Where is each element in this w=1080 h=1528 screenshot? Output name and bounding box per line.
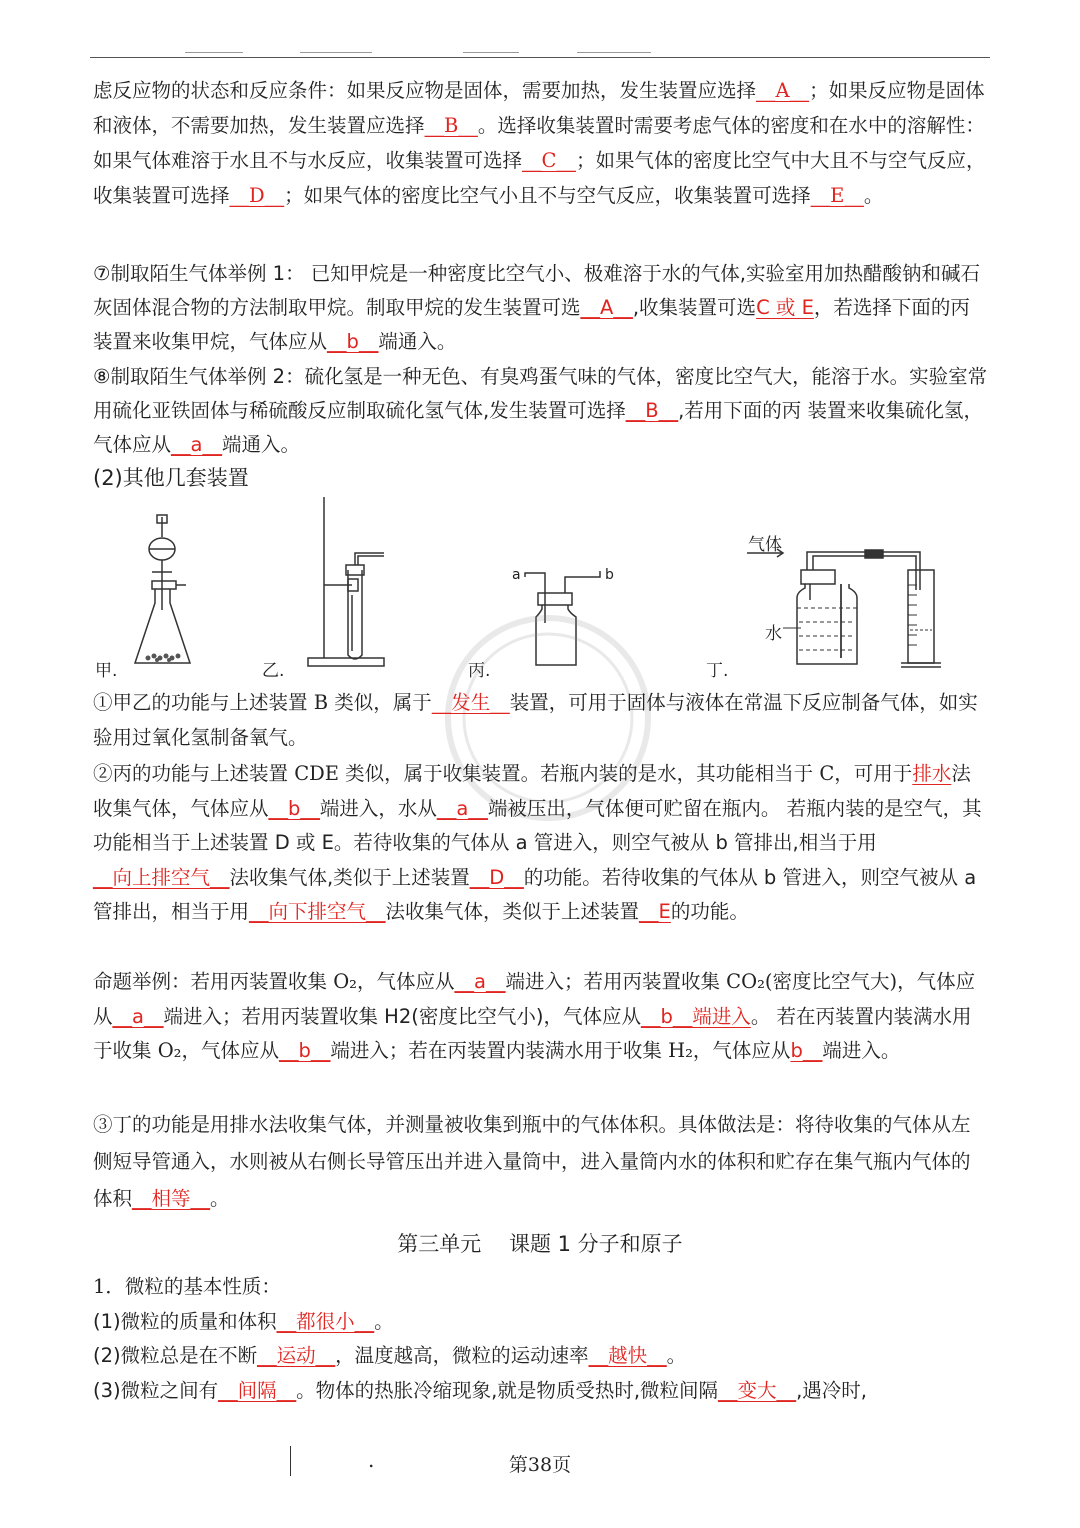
unit-title: 第三单元 课题 1 分子和原子 bbox=[397, 1232, 683, 1256]
water-label: 水 bbox=[765, 624, 782, 644]
flask-with-funnel-diagram bbox=[130, 515, 200, 670]
footer-dot: . bbox=[368, 1448, 375, 1472]
header-tick bbox=[463, 52, 519, 53]
paragraph-jia-yi-function: ①甲乙的功能与上述装置 B 类似，属于__发生__装置，可用于固体与液体在常温下反应制备气体，如实验用过氧化氢制备氧气。 bbox=[93, 691, 978, 749]
paragraph-bing-function: ②丙的功能与上述装置 CDE 类似，属于收集装置。若瓶内装的是水，其功能相当于 C，可用于排水法收集气体，气体应从__b__端进入，水从__a__端被压出，气体便可贮留在瓶内。 若瓶内装的是空气，其功能相当于上述装置 D 或 E。若待收集的气体从 a 管进入，则空气被从 b 管排出,相当于用__向上排空气__法收集气体,类似于上述装置__D__的功能。若待收集的气体从 b 管进入，则空气被从 a 管排出，相当于用__向下排空气__法收集气体，类似于上述装置__E的功能。 bbox=[93, 762, 982, 923]
paragraph-ding-function: ③丁的功能是用排水法收集气体，并测量被收集到瓶中的气体体积。具体做法是：将待收集的气体从左侧短导管通入，水则被从右侧长导管压出并进入量筒中，进入量筒内水的体积和贮存在集气瓶内气体的体积__相等__。 bbox=[93, 1113, 971, 1210]
section-particle-properties: 1．微粒的基本性质： (1)微粒的质量和体积__都很小__。 (2)微粒总是在不断__运动__，温度越高，微粒的运动速率__越快__。 (3)微粒之间有__间隔__。物体的热胀冷缩现象,就是物质受热时,微粒间隔__变大__,遇冷时, bbox=[93, 1275, 867, 1402]
page-number: 第38页 bbox=[508, 1454, 572, 1476]
header-tick bbox=[185, 52, 243, 53]
gas-label: 气体 bbox=[748, 535, 782, 555]
figure-label-jia: 甲. bbox=[95, 661, 118, 681]
paragraph-h2s-example: ⑧制取陌生气体举例 2：硫化氢是一种无色、有臭鸡蛋气味的气体，密度比空气大，能溶于水。实验室常用硫化亚铁固体与稀硫酸反应制取硫化氢气体,发生装置可选择__B__,若用下面的丙 装置来收集硫化氢，气体应从__a__端通入。 bbox=[93, 365, 988, 456]
tube-label-b: b bbox=[605, 567, 614, 583]
header-tick bbox=[577, 52, 651, 53]
tube-label-a: a bbox=[512, 567, 521, 583]
test-tube-on-stand-diagram bbox=[300, 495, 400, 670]
paragraph-device-selection: 虑反应物的状态和反应条件：如果反应物是固体，需要加热，发生装置应选择__A__；如果反应物是固体和液体，不需要加热，发生装置应选择__B__。选择收集装置时需要考虑气体的密度和在水中的溶解性：如果气体难溶于水且不与水反应，收集装置可选择__C__；如果气体的密度比空气中大且不与空气反应，收集装置可选择__D__；如果气体的密度比空气小且不与空气反应，收集装置可选择__E__。 bbox=[93, 79, 986, 207]
figure-label-bing: 丙. bbox=[468, 661, 491, 681]
header-rule bbox=[90, 57, 990, 58]
figure-label-ding: 丁. bbox=[706, 661, 729, 681]
paragraph-methane-example: ⑦制取陌生气体举例 1： 已知甲烷是一种密度比空气小、极难溶于水的气体,实验室用加热醋酸钠和碱石灰固体混合物的方法制取甲烷。制取甲烷的发生装置可选__A__,收集装置可选C 或 E，若选择下面的丙装置来收集甲烷，气体应从__b__端通入。 bbox=[93, 262, 980, 353]
paragraph-example-questions: 命题举例：若用丙装置收集 O₂，气体应从__a__端进入；若用丙装置收集 CO₂(密度比空气大)，气体应从__a__端进入；若用丙装置收集 H2(密度比空气小)，气体应从__b__端进入。 若在丙装置内装满水用于收集 O₂，气体应从__b__端进入；若在丙装置内装满水用于收集 H₂，气体应从b__端进入。 bbox=[93, 970, 976, 1062]
header-tick bbox=[300, 52, 372, 53]
figure-label-yi: 乙. bbox=[262, 661, 285, 681]
section-heading-other-devices: (2)其他几套装置 bbox=[93, 466, 249, 490]
